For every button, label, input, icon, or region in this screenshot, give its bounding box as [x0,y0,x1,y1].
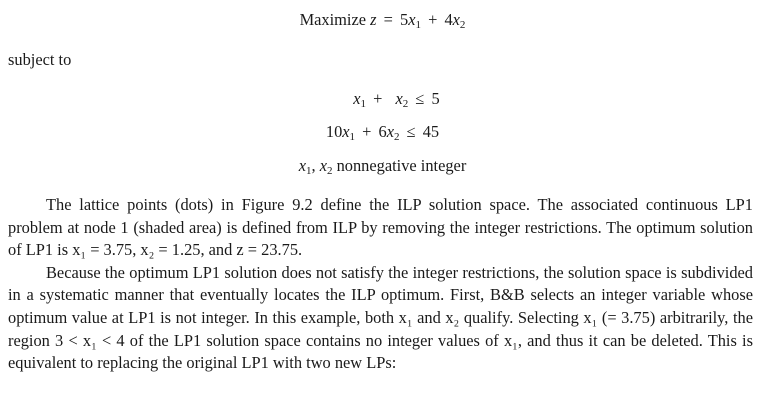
maximize-keyword: Maximize [299,10,367,29]
paragraph-2: Because the optimum LP1 solution does not satisfy the integer restrictions, the solution space is subdivided in a systematic manner that eventually locates the ILP optimum. First, B&B selects an integer variable whose optimum value at LP1 is not integer. In this example, both x₁ and x₂ qualify. Selecting x₁ (= 3.75) arbitrarily, the region 3 < x₁ < 4 of the LP1 solution space contains no integer values of x₁, and thus it can be deleted. This is equivalent to replacing the original LP1 with two new LPs: [8,262,753,373]
nonnegativity-constraint: $x_1$, $x_2$ nonnegative integer [298,156,467,177]
constraint-1-rhs: 5 [431,89,440,108]
constraint-2: $10x_1 + 6x_2 \le 45$ [325,122,440,143]
body-text [8,194,753,375]
objective-variable: z [370,10,377,29]
subject-to-label: subject to [8,50,72,69]
constraint-1: $x_1 + x_2 \le 5$ [353,89,440,110]
constraint-2-rhs: 45 [422,122,440,141]
objective-function: Maximize $z = 5x_1 + 4x_2$ [299,10,466,31]
paragraph-1: The lattice points (dots) in Figure 9.2 define the ILP solution space. The associated continuous LP1 problem at node 1 (shaded area) is defined from ILP by removing the integer restrictions. The optimum solution of LP1 is x₁ = 3.75, x₂ = 1.25, and z = 23.75. [8,195,753,260]
